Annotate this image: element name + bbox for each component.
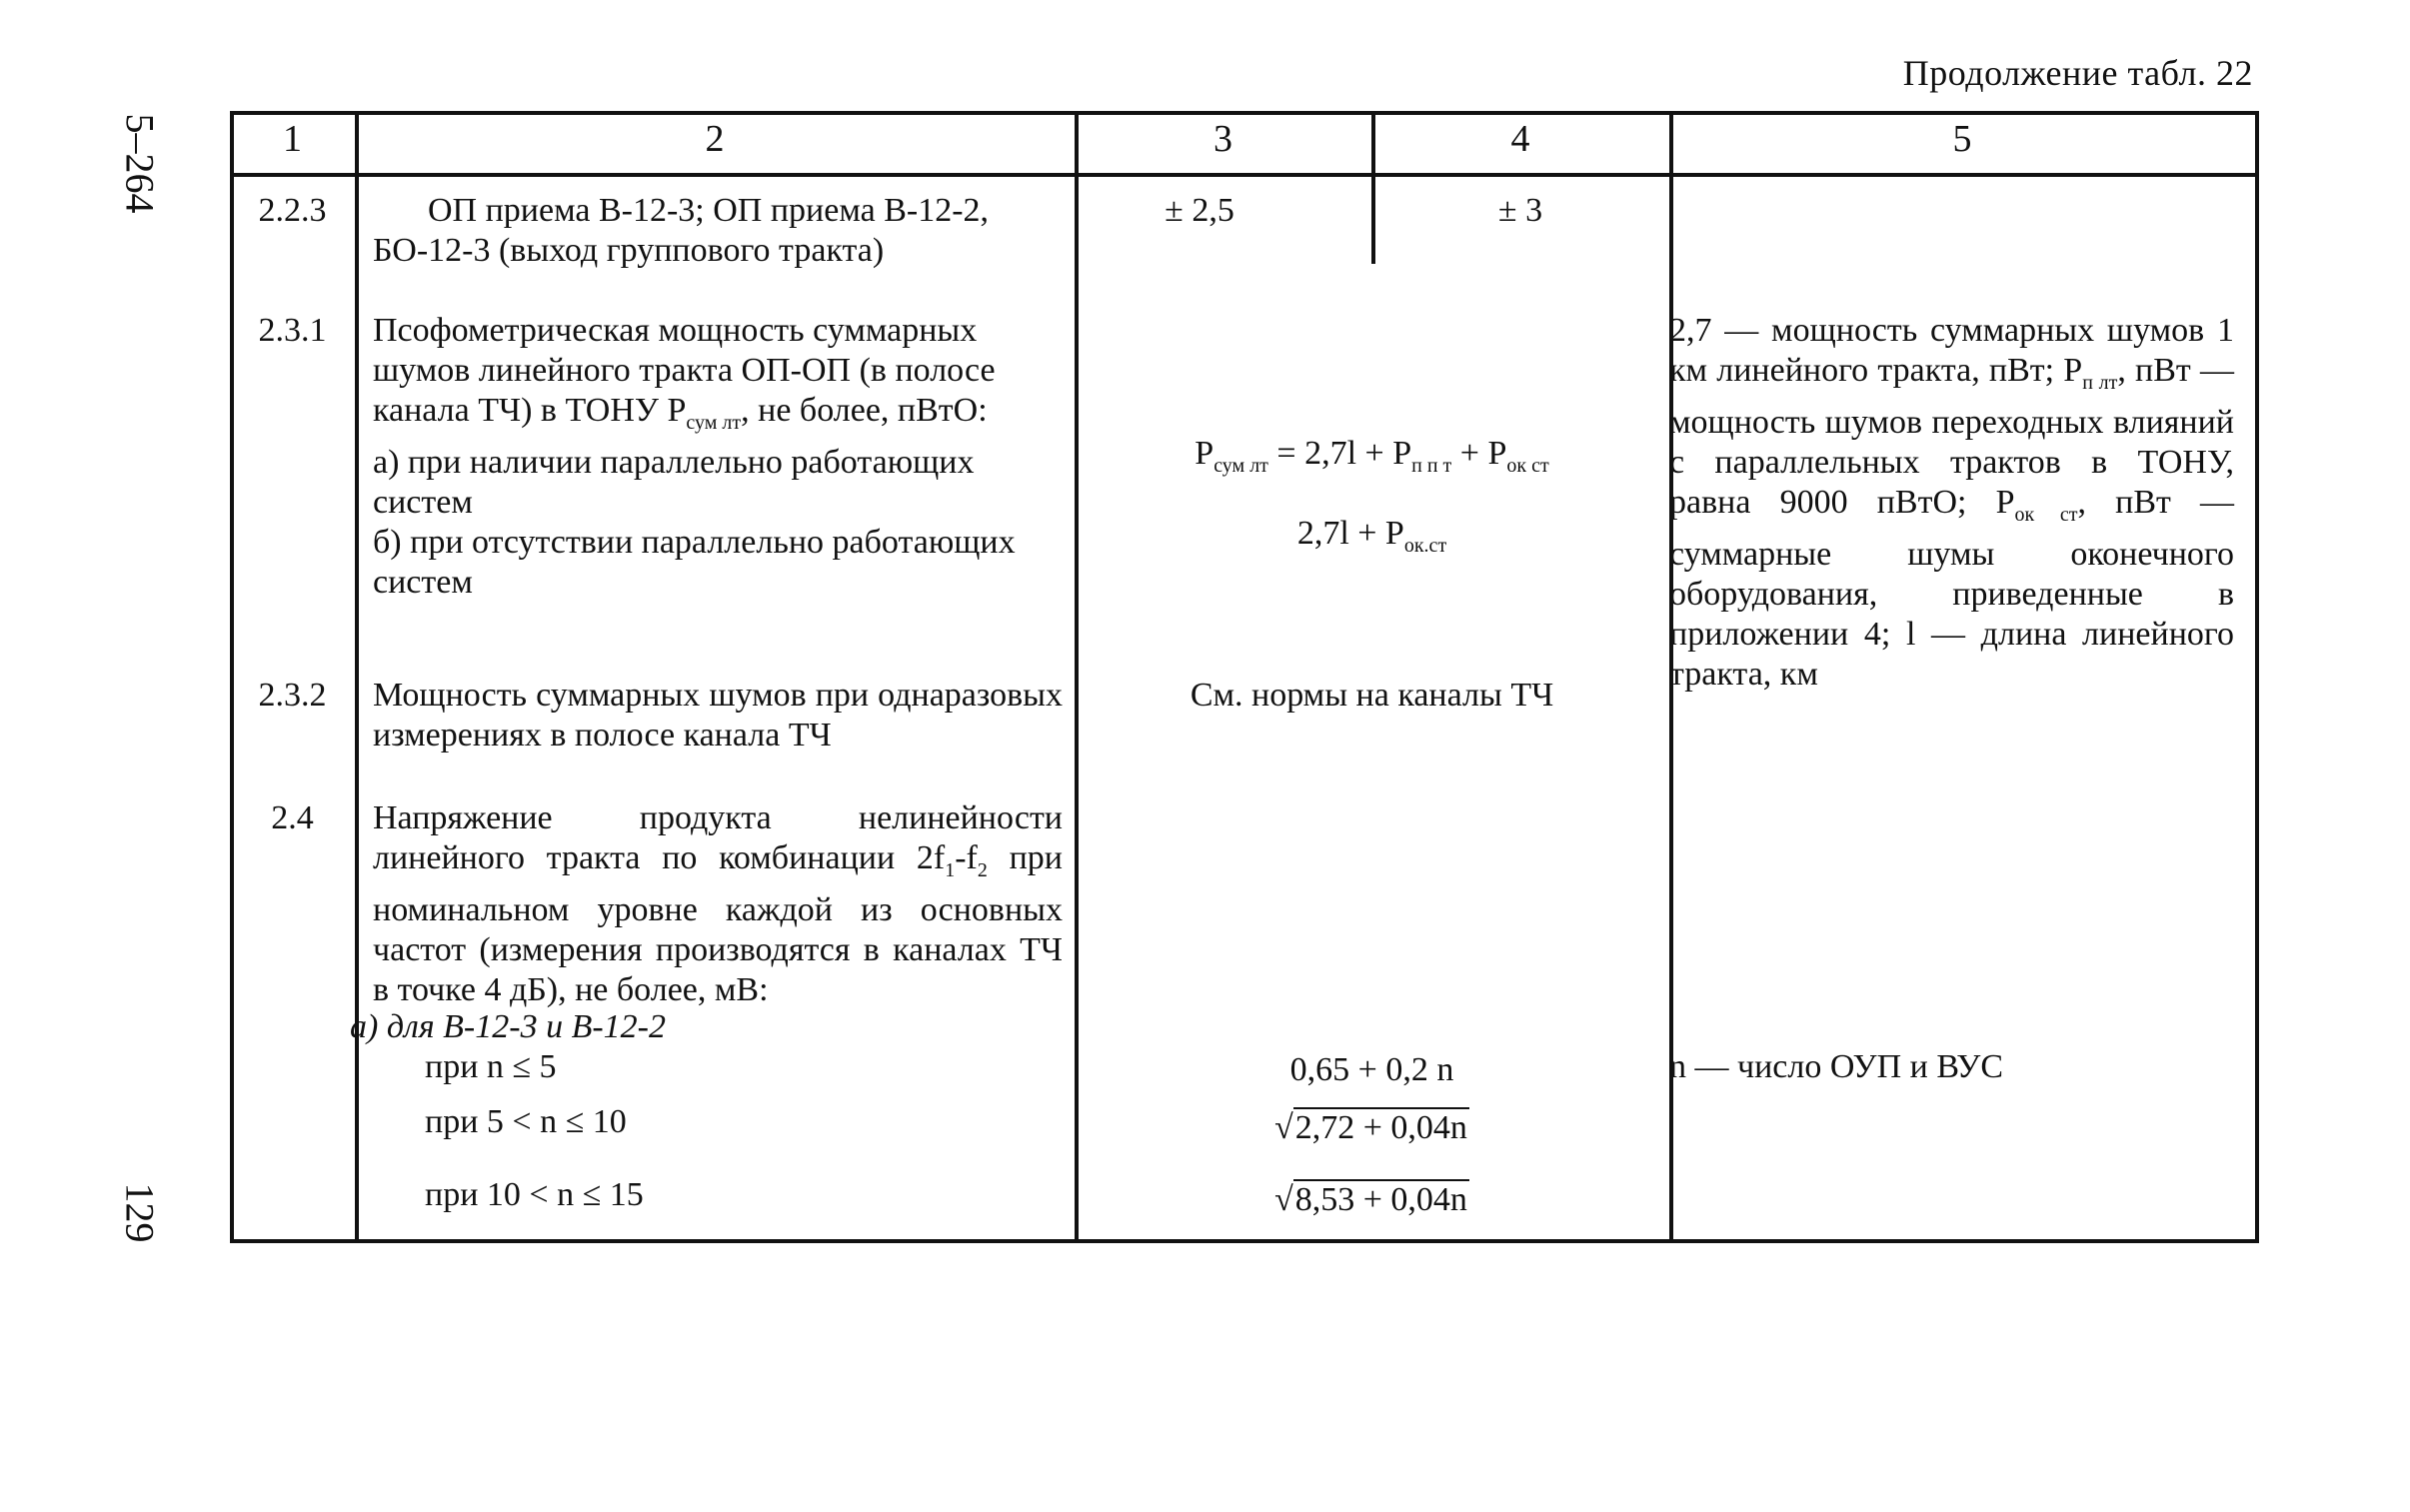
row-2-3-1-description [373, 311, 1063, 603]
row-2-4-case-2-value: √2,72 + 0,04n [1274, 1109, 1467, 1146]
row-2-4-case-1-condition: при n ≤ 5 [425, 1048, 557, 1085]
row-2-2-3-description: ОП приема В-12-3; ОП приема В-12-2, БО-12-3 (выход группового тракта) [373, 192, 990, 269]
margin-top-number: 5–264 [117, 113, 163, 214]
row-2-4-case-2-condition: при 5 < n ≤ 10 [425, 1103, 627, 1140]
row-2-4-case-3-value: √8,53 + 0,04n [1274, 1181, 1467, 1218]
header-col-2: 2 [705, 118, 725, 160]
sqrt-icon: √ [1274, 1109, 1293, 1146]
table-bottom-border [230, 1239, 2259, 1243]
row-2-4-case-a: а) для В-12-3 и В-12-2 [350, 1008, 666, 1045]
table-top-border [230, 111, 2259, 115]
row-2-4-note: n — число ОУП и ВУС [1669, 1048, 2003, 1085]
sqrt-icon: √ [1274, 1181, 1293, 1218]
table-caption: Продолжение табл. 22 [1902, 53, 2253, 93]
row-2-3-1-number: 2.3.1 [258, 312, 327, 349]
row-2-4-number: 2.4 [271, 799, 314, 836]
row-2-2-3-col4: ± 3 [1497, 192, 1543, 229]
row-2-3-1-formula-a: $P_{сум лт} = 2,7l + P_{п п т} + P_{ок ст}$ [1195, 435, 1549, 477]
row-2-3-1-desc-text: Псофометрическая мощность суммарных шумов линейного тракта ОП-ОП (в полосе канала ТЧ) в ТОНУ P [373, 312, 996, 429]
row-2-3-1-case-b: б) при отсутствии параллельно работающих систем [373, 524, 1016, 601]
row-2-2-3-number: 2.2.3 [258, 192, 327, 229]
row-2-3-2-description: Мощность суммарных шумов при однаразовых измерениях в полосе канала ТЧ [373, 677, 1063, 754]
row-2-2-3-col3: ± 2,5 [1165, 192, 1234, 229]
row-2-3-1-note: 2,7 — мощность суммарных шумов 1 км линейного тракта, пВт; $P_{п лт}$, пВт — мощность шумов переходных влияний с параллельных трактов в ТОНУ, равна 9000 пВтО; $P_{ок ст}$, пВт — суммарные шумы оконечного оборудования, приведенные в приложении 4; l — длина линейного тракта, км [1669, 312, 2234, 693]
row-2-4-case-1-value: 0,65 + 0,2 n [1289, 1051, 1454, 1088]
header-col-5: 5 [1952, 118, 1972, 160]
header-col-4: 4 [1510, 118, 1530, 160]
header-col-1: 1 [283, 118, 302, 160]
header-col-3: 3 [1213, 118, 1232, 160]
row-2-4-description: Напряжение продукта нелинейности линейного тракта по комбинации $2f_1-f_2$ при номинальном уровне каждой из основных частот (измерения производятся в каналах ТЧ в точке 4 дБ), не более, мВ: [373, 799, 1063, 1008]
row-2-3-1-case-a: а) при наличии параллельно работающих систем [373, 444, 975, 521]
table-right-border [2255, 111, 2259, 1243]
data-table [230, 111, 2259, 1243]
row-2-3-1-desc-text-end: , не более, пВтО: [741, 392, 988, 429]
row-2-3-2-number: 2.3.2 [258, 677, 327, 714]
row-2-3-2-col3: См. нормы на каналы ТЧ [1190, 677, 1554, 714]
header-bottom-border [230, 173, 2259, 177]
margin-page-number: 129 [117, 1182, 163, 1243]
col-divider-1 [355, 111, 359, 1243]
row-2-3-1-desc-subscript: сум лт [686, 412, 742, 434]
row-2-4-case-3-condition: при 10 < n ≤ 15 [425, 1176, 644, 1213]
row-2-3-1-formula-b: $2,7l + P_{ок.ст}$ [1296, 515, 1447, 557]
